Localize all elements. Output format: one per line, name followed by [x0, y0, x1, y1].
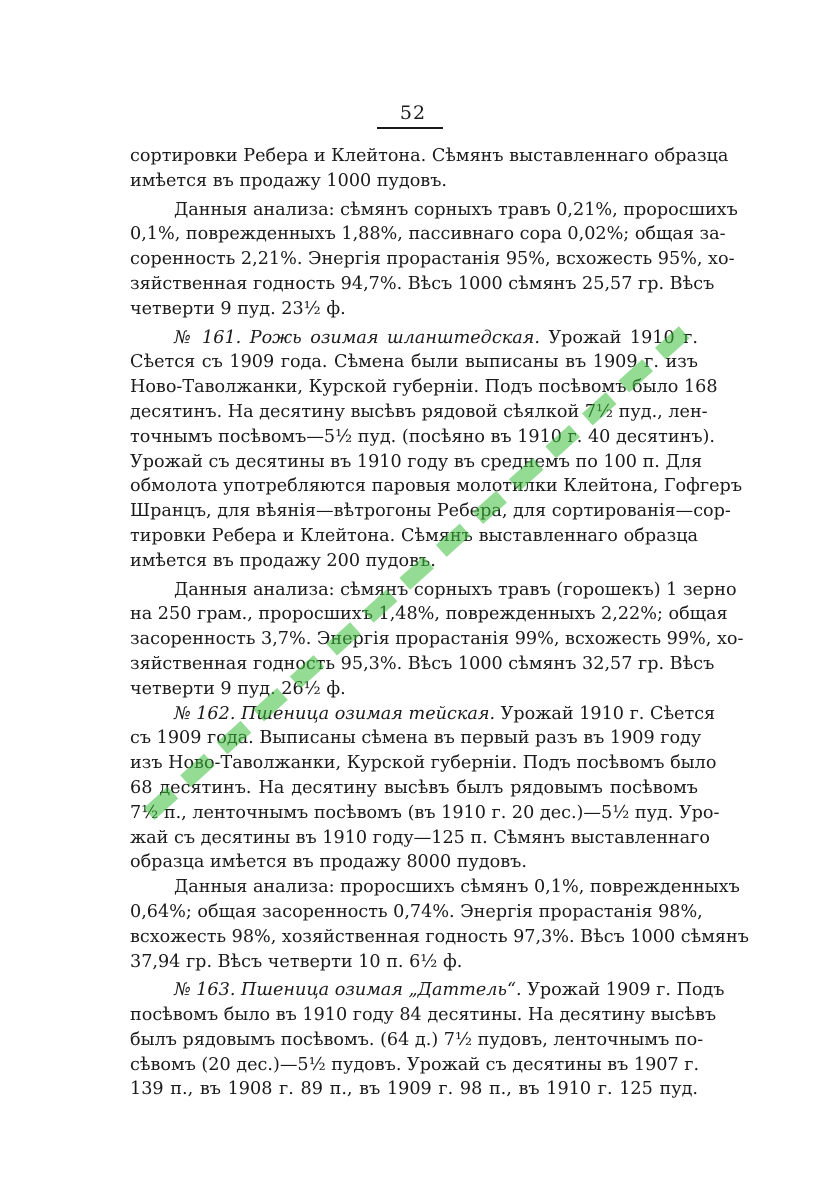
text-line: изъ Ново-Таволжанки, Курской губерніи. Подъ посѣвомъ было	[130, 753, 717, 774]
text-line: четверти 9 пуд. 26½ ф.	[130, 678, 346, 699]
text-line: 0,64%; общая засоренность 0,74%. Энергія прорастанія 98%,	[130, 901, 703, 922]
text-line: жай съ десятины въ 1910 году—125 п. Сѣмянъ выставленнаго	[130, 827, 710, 848]
text-line: Данныя анализа: сѣмянъ сорныхъ травъ (горошекъ) 1 зерно	[174, 579, 737, 600]
body-text	[130, 144, 749, 1102]
text-line: образца имѣется въ продажу 8000 пудовъ.	[130, 852, 527, 873]
text-line: сортировки Ребера и Клейтона. Сѣмянъ выставленнаго образца	[130, 146, 729, 166]
page-number: 52	[399, 102, 427, 124]
entry-161-heading: № 161. Рожь озимая шланштедская.	[174, 327, 540, 348]
text-line: Шранцъ, для вѣянія—вѣтрогоны Ребера, для сортированія—сор-	[130, 501, 731, 522]
entry-163-first-line	[130, 978, 725, 1003]
text-line: соренность 2,21%. Энергія прорастанія 95%, всхожесть 95%, хо-	[130, 249, 735, 270]
text-line: Ново-Таволжанки, Курской губерніи. Подъ посѣвомъ было 168	[130, 377, 718, 398]
text-span: Урожай 1910 г. Сѣется	[500, 703, 716, 724]
text-line: 139 п., въ 1908 г. 89 п., въ 1909 г. 98 п., въ 1910 г. 125 пуд.	[130, 1079, 698, 1100]
text-line: на 250 грам., проросшихъ 1,48%, поврежденныхъ 2,22%; общая	[130, 604, 728, 625]
text-line: 68 десятинъ. На десятину высѣвъ былъ рядовымъ посѣвомъ	[130, 777, 698, 798]
text-line: точнымъ посѣвомъ—5½ пуд. (посѣяно въ 1910 г. 40 десятинъ).	[130, 426, 715, 447]
text-line: Урожай съ десятины въ 1910 году въ среднемъ по 100 п. Для	[130, 451, 703, 472]
text-line: зяйственная годность 95,3%. Вѣсъ 1000 сѣмянъ 32,57 гр. Вѣсъ	[130, 653, 715, 674]
text-line: всхожесть 98%, хозяйственная годность 97,3%. Вѣсъ 1000 сѣмянъ	[130, 926, 749, 947]
text-line: 37,94 гр. Вѣсъ четверти 10 п. 6½ ф.	[130, 951, 463, 972]
text-line: 7½ п., ленточнымъ посѣвомъ (въ 1910 г. 20 дес.)—5½ пуд. Уро-	[130, 802, 720, 823]
text-line: тировки Ребера и Клейтона. Сѣмянъ выставленнаго образца	[130, 525, 698, 546]
text-line: былъ рядовымъ посѣвомъ. (64 д.) 7½ пудовъ, ленточнымъ по-	[130, 1029, 704, 1050]
entry-163-heading: № 163. Пшеница озимая „Даттель“.	[174, 980, 522, 1001]
text-line: имѣется въ продажу 1000 пудовъ.	[130, 170, 447, 191]
text-line: съ 1909 года. Выписаны сѣмена въ первый разъ въ 1909 году	[130, 728, 702, 749]
text-line: обмолота употребляются паровыя молотилки Клейтона, Гофгеръ	[130, 476, 743, 497]
text-line: четверти 9 пуд. 23½ ф.	[130, 298, 346, 319]
text-line: засоренность 3,7%. Энергія прорастанія 99%, всхожесть 99%, хо-	[130, 629, 744, 650]
text-line: десятинъ. На десятину высѣвъ рядовой сѣялкой 7½ пуд., лен-	[130, 401, 708, 422]
text-span: Урожай 1909 г. Подъ	[527, 980, 725, 1001]
text-line: посѣвомъ было въ 1910 году 84 десятины. На десятину высѣвъ	[130, 1005, 717, 1026]
text-line: сѣвомъ (20 дес.)—5½ пудовъ. Урожай съ десятины въ 1907 г.	[130, 1054, 700, 1075]
text-line: имѣется въ продажу 200 пудовъ.	[130, 550, 436, 571]
entry-162-first-line	[130, 702, 716, 727]
text-span: Урожай 1910 г.	[548, 327, 698, 348]
page-number-underline	[377, 127, 443, 129]
entry-162-heading: № 162. Пшеница озимая тейская.	[174, 703, 496, 724]
text-line: 0,1%, поврежденныхъ 1,88%, пассивнаго сора 0,02%; общая за-	[130, 224, 726, 245]
text-line: Сѣется съ 1909 года. Сѣмена были выписаны въ 1909 г. изъ	[130, 352, 698, 373]
entry-161-first-line	[130, 326, 698, 351]
text-line: зяйственная годность 94,7%. Вѣсъ 1000 сѣмянъ 25,57 гр. Вѣсъ	[130, 273, 715, 294]
text-line: Данныя анализа: сѣмянъ сорныхъ травъ 0,21%, проросшихъ	[174, 199, 738, 220]
text-line: Данныя анализа: проросшихъ сѣмянъ 0,1%, поврежденныхъ	[174, 877, 740, 898]
